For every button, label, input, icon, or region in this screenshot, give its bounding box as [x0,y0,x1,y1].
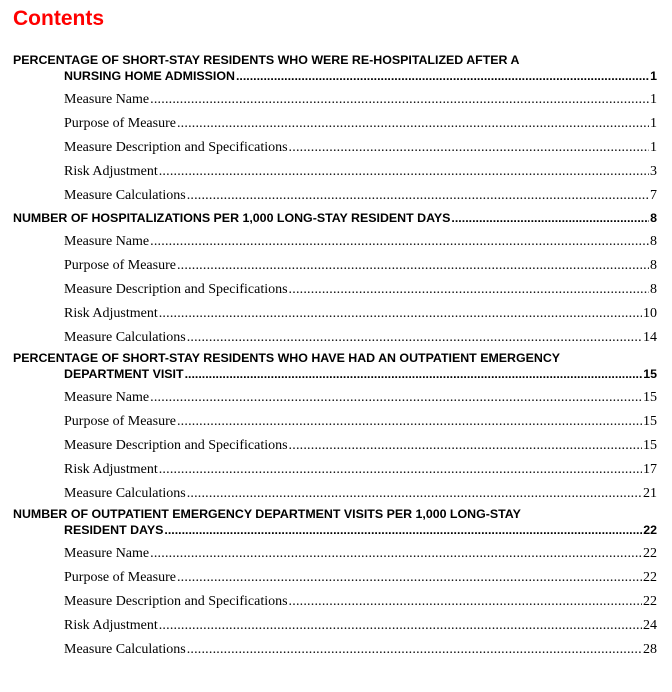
dot-leader [185,366,643,382]
section-heading-line2-row [13,522,657,538]
section-heading-line1: NUMBER OF HOSPITALIZATIONS PER 1,000 LONG-STAY RESIDENT DAYS [13,211,451,225]
dot-leader [187,482,642,506]
toc-entry[interactable] [64,184,657,208]
dot-leader [159,614,642,638]
dot-leader [289,136,649,160]
page-number: 1 [650,92,657,107]
toc-entry[interactable] [64,638,657,662]
page-number: 22 [643,570,657,585]
dot-leader [150,386,642,410]
toc-entry-label: Measure Name [64,234,150,249]
toc-entry-label: Purpose of Measure [64,258,176,273]
dot-leader [159,160,649,184]
toc-entry-label: Purpose of Measure [64,414,176,429]
toc-entry-label: Measure Calculations [64,642,186,657]
toc-entry-label: Risk Adjustment [64,164,158,179]
dot-leader [236,68,649,84]
toc-entry[interactable] [64,230,657,254]
toc-section-heading[interactable] [13,208,657,230]
toc-entry[interactable] [64,482,657,506]
dot-leader [187,184,649,208]
page-number: 1 [650,69,657,83]
toc-entry-label: Measure Description and Specifications [64,594,288,609]
toc-entry-label: Risk Adjustment [64,618,158,633]
toc-entry-label: Measure Calculations [64,330,186,345]
toc-entry[interactable] [64,278,657,302]
dot-leader [150,542,642,566]
page-number: 15 [643,438,657,453]
page-number: 3 [650,164,657,179]
section-heading-line2-row [13,68,657,84]
toc-entry[interactable] [64,386,657,410]
toc-title: Contents [13,7,104,30]
dot-leader [289,278,649,302]
table-of-contents [0,52,672,662]
page-number: 15 [643,414,657,429]
toc-section-heading[interactable] [13,350,657,386]
dot-leader [451,210,649,226]
section-heading-line1: NUMBER OF OUTPATIENT EMERGENCY DEPARTMENT VISITS PER 1,000 LONG-STAY [13,507,521,521]
toc-entry-label: Measure Description and Specifications [64,282,288,297]
page-number: 8 [650,211,657,225]
dot-leader [289,590,642,614]
toc-entry-label: Purpose of Measure [64,570,176,585]
section-heading-line2: RESIDENT DAYS [64,523,164,537]
dot-leader [159,302,642,326]
section-heading-line1: PERCENTAGE OF SHORT-STAY RESIDENTS WHO WERE RE-HOSPITALIZED AFTER A [13,53,520,67]
toc-entry[interactable] [64,614,657,638]
toc-entry-label: Risk Adjustment [64,462,158,477]
page-number: 21 [643,486,657,501]
toc-entry-label: Measure Description and Specifications [64,438,288,453]
toc-entry[interactable] [64,254,657,278]
dot-leader [187,326,642,350]
page-number: 22 [643,594,657,609]
toc-entry[interactable] [64,566,657,590]
page-number: 24 [643,618,657,633]
toc-section-heading[interactable] [13,506,657,542]
toc-entry[interactable] [64,590,657,614]
dot-leader [150,230,649,254]
page-number: 15 [643,367,657,381]
toc-section [0,208,672,350]
page-number: 8 [650,258,657,273]
dot-leader [150,88,649,112]
page-number: 7 [650,188,657,203]
toc-entry-label: Measure Name [64,546,150,561]
page-number: 1 [650,140,657,155]
dot-leader [177,112,649,136]
dot-leader [177,410,642,434]
section-heading-line2-row [13,366,657,382]
page-number: 15 [643,390,657,405]
toc-entry[interactable] [64,458,657,482]
page-number: 1 [650,116,657,131]
dot-leader [289,434,642,458]
page-number: 14 [643,330,657,345]
page-number: 8 [650,282,657,297]
toc-entry-label: Measure Name [64,390,150,405]
dot-leader [177,254,649,278]
dot-leader [177,566,642,590]
toc-entry[interactable] [64,302,657,326]
toc-entry-label: Measure Name [64,92,150,107]
section-heading-line2: NURSING HOME ADMISSION [64,69,235,83]
toc-entry[interactable] [64,434,657,458]
page-number: 28 [643,642,657,657]
page-number: 22 [643,546,657,561]
toc-section [0,52,672,208]
toc-section [0,506,672,662]
section-heading-line2: DEPARTMENT VISIT [64,367,184,381]
toc-entry-label: Risk Adjustment [64,306,158,321]
toc-entry[interactable] [64,410,657,434]
toc-entry[interactable] [64,160,657,184]
section-heading-line1: PERCENTAGE OF SHORT-STAY RESIDENTS WHO HAVE HAD AN OUTPATIENT EMERGENCY [13,351,561,365]
toc-entry-label: Measure Calculations [64,188,186,203]
page-number: 8 [650,234,657,249]
dot-leader [187,638,642,662]
toc-entry[interactable] [64,112,657,136]
toc-section-heading[interactable] [13,52,657,88]
page-number: 22 [643,523,657,537]
toc-entry-label: Measure Description and Specifications [64,140,288,155]
toc-entry[interactable] [64,542,657,566]
toc-entry[interactable] [64,326,657,350]
dot-leader [159,458,642,482]
page-number: 17 [643,462,657,477]
page-number: 10 [643,306,657,321]
toc-entry[interactable] [64,88,657,112]
toc-section [0,350,672,506]
toc-entry-label: Purpose of Measure [64,116,176,131]
toc-entry-label: Measure Calculations [64,486,186,501]
section-heading-row [13,210,657,226]
toc-entry[interactable] [64,136,657,160]
dot-leader [164,522,642,538]
